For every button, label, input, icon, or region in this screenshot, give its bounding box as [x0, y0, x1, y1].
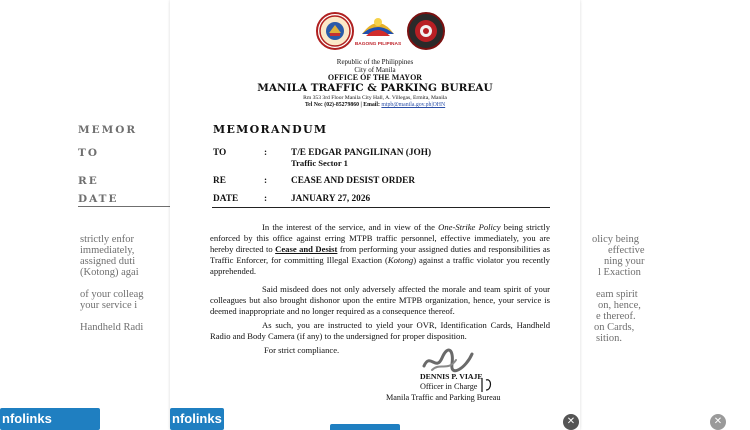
bg-left-line: (Kotong) agai	[80, 267, 139, 278]
infolinks-ad-center[interactable]	[170, 408, 224, 430]
close-icon: ✕	[566, 416, 576, 427]
bagong-pilipinas-logo	[354, 10, 402, 50]
bg-left-line: assigned duti	[80, 256, 136, 267]
paragraph-4: For strict compliance.	[264, 345, 340, 355]
p1-text-a: In the interest of the service, and in view of the	[262, 222, 439, 232]
bg-left-line: Handheld Radi	[80, 322, 144, 333]
signatory-org: Manila Traffic and Parking Bureau	[386, 393, 501, 402]
contact-phone: Tel No: (02)-85279860 | Email:	[304, 102, 382, 108]
bg-date-label: DATE	[78, 193, 119, 205]
to-label: TO	[213, 148, 227, 158]
bg-divider	[78, 206, 170, 207]
p1-one-strike-policy: One-Strike Policy	[438, 222, 501, 232]
infolinks-ad-left[interactable]	[0, 408, 100, 430]
signature-scribble-icon	[422, 348, 474, 374]
infolinks-brand-center: nfolinks	[172, 411, 222, 426]
to-colon: :	[264, 148, 268, 158]
p1-cease-and-desist: Cease and Desist	[275, 244, 338, 254]
date-label: DATE	[213, 194, 239, 204]
close-ad-button[interactable]	[563, 414, 579, 430]
memorandum-page	[170, 0, 580, 430]
bg-right-line: eam spirit	[596, 289, 638, 300]
bg-right-line: e thereof.	[596, 311, 636, 322]
close-icon: ✕	[713, 416, 723, 427]
republic-line: Republic of the Philippines	[336, 58, 414, 66]
bagong-pilipinas-caption: BAGONG PILIPINAS	[354, 42, 402, 47]
bg-right-line: on Cards,	[594, 322, 635, 333]
bureau-title: MANILA TRAFFIC & PARKING BUREAU	[257, 82, 493, 94]
date-colon: :	[264, 194, 268, 204]
bg-right-line: l Exaction	[598, 267, 641, 278]
date-value: JANUARY 27, 2026	[291, 194, 371, 204]
header-divider	[212, 207, 550, 208]
p1-text-b: being strictly enforced by this office against erring MTPB traffic personnel, effective immediately, you are hereby directed to	[210, 222, 550, 254]
p1-text-c: from performing your assigned duties and responsibilities as Traffic Enforcer, for committing Illegal Exaction (	[210, 244, 550, 265]
city-line: City of Manila	[354, 66, 396, 74]
manila-seal-logo	[316, 12, 354, 50]
paragraph-2: Said misdeed does not only adversely affected the morale and team spirit of your colleagues but also brought dishonor upon the entire MTPB organization, hence, your service is deemed inappropriate and no longer required as a consequence thereof.	[210, 284, 550, 316]
infolinks-brand-left: nfolinks	[2, 411, 52, 426]
bagong-pilipinas-icon	[358, 10, 398, 44]
re-label: RE	[213, 176, 226, 186]
email-link[interactable]: mtpb@manila.gov.ph|OHN	[381, 102, 446, 108]
re-value: CEASE AND DESIST ORDER	[291, 176, 416, 186]
bg-re-label: RE	[78, 175, 99, 187]
p1-text-d: ) against a traffic violator you recently apprehended.	[210, 255, 550, 276]
address-line: Rm 353 3rd Floor Manila City Hall, A. Villegas, Ermita, Manila	[303, 95, 447, 101]
signatory-role: Officer in Charge	[420, 382, 478, 391]
to-value: T/E EDGAR PANGILINAN (JOH)	[291, 148, 432, 158]
p1-kotong: Kotong	[387, 255, 414, 265]
bg-right-line: ning your	[604, 256, 645, 267]
bg-left-line: strictly enfor	[80, 234, 134, 245]
bg-right-line: olicy being	[592, 234, 639, 245]
initials-mark-icon	[480, 376, 494, 394]
paragraph-3: As such, you are instructed to yield your OVR, Identification Cards, Handheld Radio and Body Camera (if any) to the undersigned for proper disposition.	[210, 320, 550, 341]
ad-strip	[330, 424, 400, 430]
bg-left-line: your service i	[80, 300, 138, 311]
to-value-sector: Traffic Sector 1	[291, 158, 348, 168]
bg-right-line: on, hence,	[598, 300, 641, 311]
manila-seal-icon	[318, 14, 352, 48]
bg-left-line: of your colleag	[80, 289, 144, 300]
bg-right-line: effective	[608, 245, 645, 256]
re-colon: :	[264, 176, 268, 186]
bg-left-line: immediately,	[80, 245, 135, 256]
signatory-name: DENNIS P. VIAJE	[420, 372, 483, 381]
bg-right-line: sition.	[596, 333, 622, 344]
bg-heading: MEMOR	[78, 124, 138, 136]
memo-title: MEMORANDUM	[213, 123, 328, 136]
close-background-ad-button[interactable]	[710, 414, 726, 430]
office-line: OFFICE OF THE MAYOR	[327, 73, 423, 82]
bg-to-label: TO	[78, 147, 99, 159]
mtpb-icon	[409, 14, 443, 48]
paragraph-1	[210, 222, 550, 277]
mtpb-logo	[407, 12, 445, 50]
contact-line	[170, 102, 580, 108]
